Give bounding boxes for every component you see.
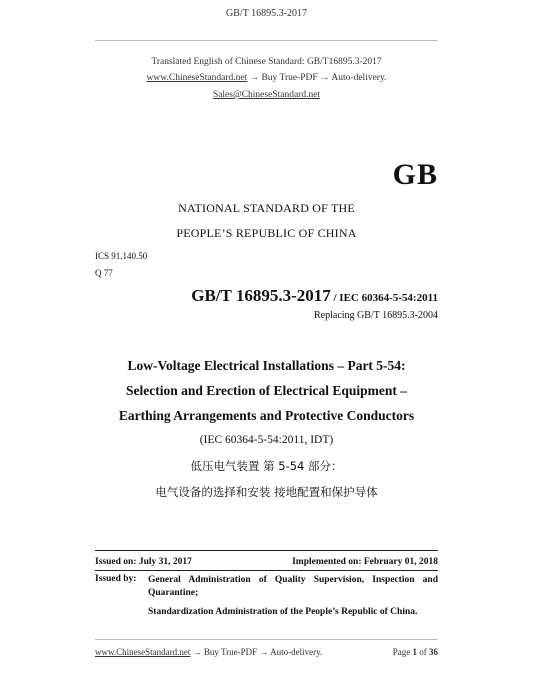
- standard-number-line: [0, 286, 438, 306]
- issuer-line2: Standardization Administration of the People’s Republic of China.: [148, 607, 418, 617]
- national-standard-line1: NATIONAL STANDARD OF THE: [178, 201, 355, 215]
- header-rule: [95, 40, 438, 41]
- title-line3: Earthing Arrangements and Protective Conductors: [118, 408, 415, 423]
- ccs-code: Q 77: [95, 268, 113, 278]
- implemented-date: Implemented on: February 01, 2018: [292, 557, 438, 567]
- of-label: of: [419, 647, 427, 657]
- issuers-rule: [95, 570, 438, 571]
- email-line: [0, 90, 533, 100]
- issued-by-label: Issued by:: [95, 574, 137, 584]
- chinese-title-line1: 低压电气装置 第 5-54 部分：: [190, 459, 343, 473]
- dates-rule: [95, 550, 438, 551]
- running-header: GB/T 16895.3-2017: [226, 8, 307, 19]
- issued-date: Issued on: July 31, 2017: [95, 557, 192, 567]
- title-line2: Selection and Erection of Electrical Equipment –: [126, 383, 407, 398]
- ics-code: ICS 91.140.50: [95, 251, 148, 261]
- issuer-line1: General Administration of Quality Supervision, Inspection and Quarantine;: [148, 575, 438, 598]
- translation-notice: Translated English of Chinese Standard: GB/T16895.3-2017: [151, 57, 382, 67]
- iec-number: IEC 60364-5-54:2011: [339, 292, 438, 304]
- replacing-line: Replacing GB/T 16895.3-2004: [314, 310, 438, 321]
- gb-mark: GB: [392, 158, 438, 191]
- chinese-title-line2: 电气设备的选择和安装 接地配置和保护导体: [155, 485, 378, 499]
- footer-rule: [95, 639, 438, 640]
- footer-buy-text: → Buy True-PDF → Auto-delivery.: [192, 647, 323, 657]
- idt-line: (IEC 60364-5-54:2011, IDT): [199, 434, 334, 446]
- page-label: Page: [392, 647, 411, 657]
- page-number: 1: [412, 647, 417, 657]
- page-total: 36: [429, 647, 438, 657]
- title-line1: Low-Voltage Electrical Installations – Part 5-54:: [127, 358, 406, 373]
- page-indicator: [0, 647, 438, 657]
- footer-site-link[interactable]: www.ChineseStandard.net: [95, 647, 191, 657]
- buy-text: → Buy True-PDF → Auto-delivery.: [249, 73, 387, 83]
- purchase-line: [0, 73, 533, 83]
- site-link[interactable]: www.ChineseStandard.net: [146, 73, 248, 83]
- email-link[interactable]: Sales@ChineseStandard.net: [212, 90, 321, 100]
- standard-separator: /: [330, 292, 340, 304]
- standard-number: GB/T 16895.3-2017: [191, 286, 331, 305]
- national-standard-line2: PEOPLE’S REPUBLIC OF CHINA: [176, 226, 357, 240]
